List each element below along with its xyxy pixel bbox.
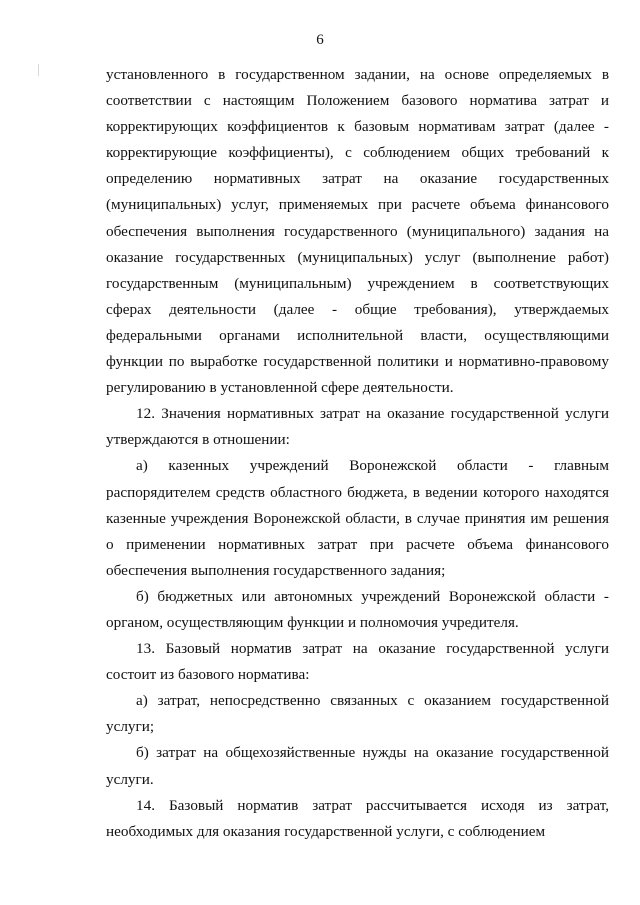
paragraph-14: 14. Базовый норматив затрат рассчитывается исходя из затрат, необходимых для оказания государственной услуги, с соблюдением bbox=[106, 796, 609, 840]
paragraph-12-a: а) казенных учреждений Воронежской области - главным распорядителем средств областного бюджета, в ведении которого находятся казенные учреждения Воронежской области, в случае принятия им решения о применении нормативных затрат при расчете объема финансового обеспечения выполнения государственного задания; bbox=[106, 457, 609, 579]
paragraph-13-b: б) затрат на общехозяйственные нужды на оказание государственной услуги. bbox=[106, 744, 609, 788]
paragraph-13: 13. Базовый норматив затрат на оказание государственной услуги состоит из базового норматива: bbox=[106, 640, 609, 684]
document-body bbox=[106, 62, 609, 845]
paragraph-13-a: а) затрат, непосредственно связанных с оказанием государственной услуги; bbox=[106, 692, 609, 736]
margin-mark bbox=[38, 64, 39, 76]
paragraph-12-b: б) бюджетных или автономных учреждений Воронежской области - органом, осуществляющим функции и полномочия учредителя. bbox=[106, 587, 609, 631]
paragraph-continuation: установленного в государственном задании, на основе определяемых в соответствии с настоящим Положением базового норматива затрат и корректирующих коэффициентов к базовым нормативам затрат (далее - корректирующие коэффициенты), с соблюдением общих требований к определению нормативных затрат на оказание государственных (муниципальных) услуг, применяемых при расчете объема финансового обеспечения выполнения государственного (муниципального) задания на оказание государственных (муниципальных) услуг (выполнение работ) государственным (муниципальным) учреждением в соответствующих сферах деятельности (далее - общие требования), утверждаемых федеральными органами исполнительной власти, осуществляющими функции по выработке государственной политики и нормативно-правовому регулированию в установленной сфере деятельности. bbox=[106, 66, 609, 397]
page-number: 6 bbox=[316, 32, 324, 48]
paragraph-12: 12. Значения нормативных затрат на оказание государственной услуги утверждаются в отношении: bbox=[106, 405, 609, 449]
